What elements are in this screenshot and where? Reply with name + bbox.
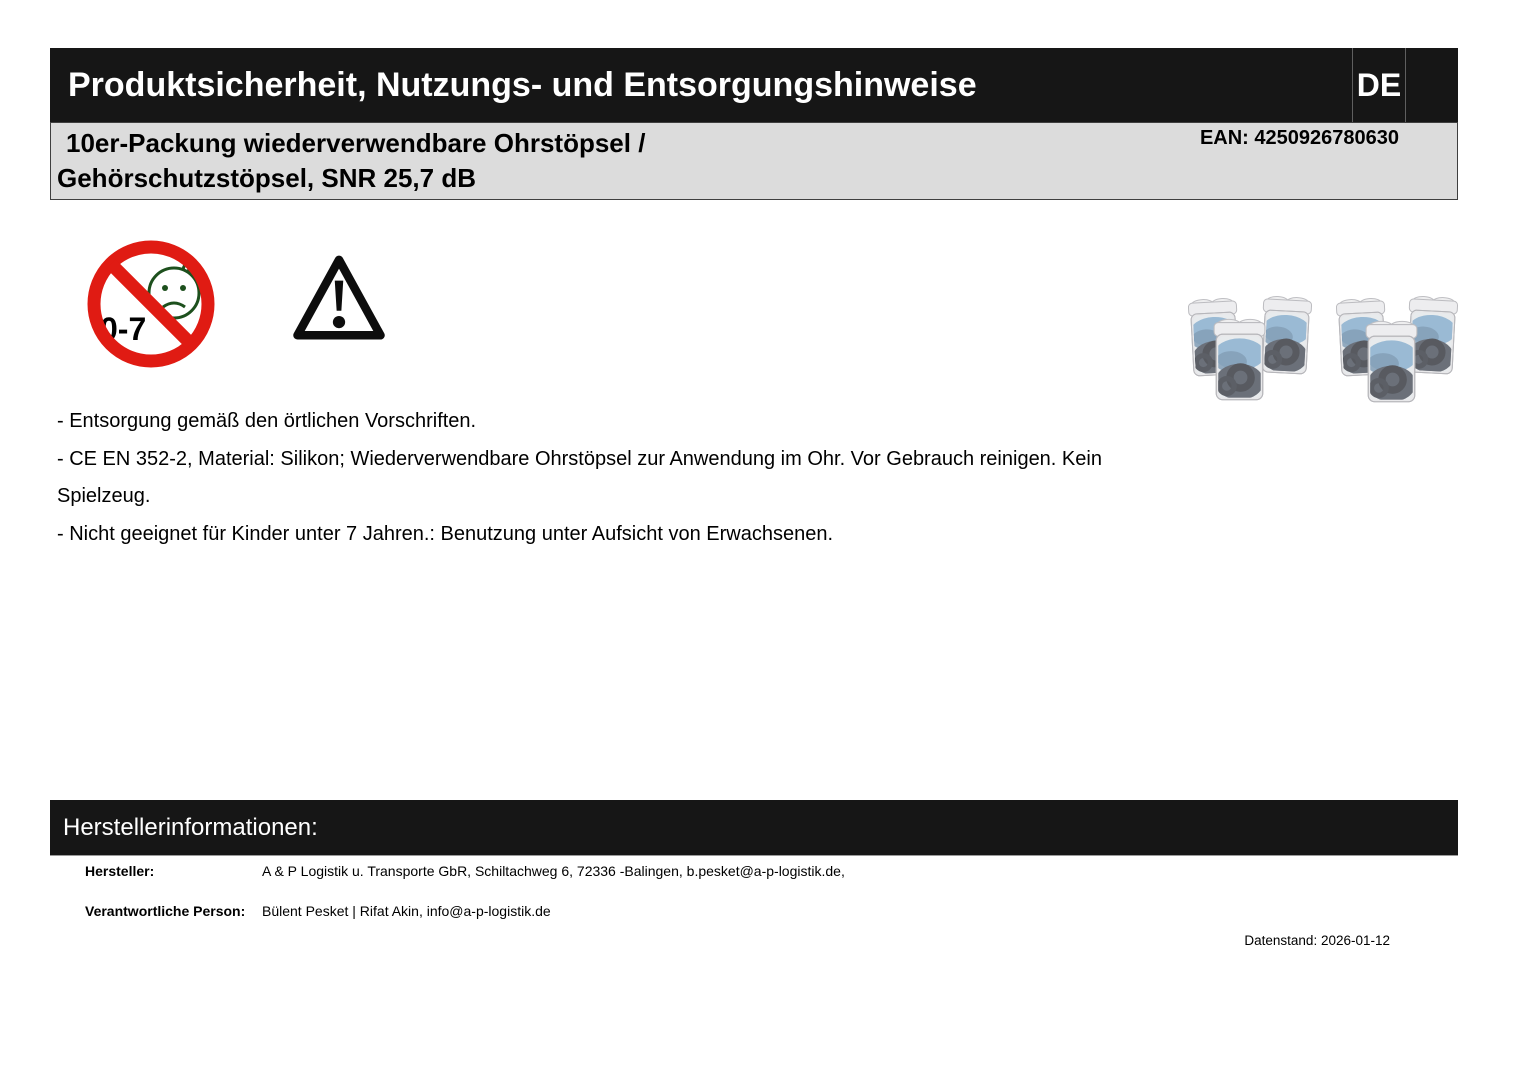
warning-triangle-icon xyxy=(289,249,389,348)
note-age-warning: - Nicht geeignet für Kinder unter 7 Jahren.: Benutzung unter Aufsicht von Erwachsenen. xyxy=(57,522,834,545)
safety-notes xyxy=(57,403,1107,553)
manufacturer-section-heading: Herstellerinformationen: xyxy=(63,814,318,841)
product-name xyxy=(57,126,645,196)
page-title: Produktsicherheit, Nutzungs- und Entsorgungshinweise xyxy=(68,66,977,104)
product-name-line1: 10er-Packung wiederverwendbare Ohrstöpsel / xyxy=(66,128,646,158)
manufacturer-section-bar xyxy=(50,800,1458,856)
age-range-label: 0-7 xyxy=(100,311,147,347)
manufacturer-label: Hersteller: xyxy=(85,863,155,879)
data-date: Datenstand: 2026-01-12 xyxy=(1244,933,1390,948)
no-children-0-7-icon xyxy=(80,234,222,374)
ean-code: EAN: 4250926780630 xyxy=(1199,127,1399,149)
earplug-containers-photo-right xyxy=(1336,292,1462,404)
language-badge: DE xyxy=(1352,48,1406,122)
note-disposal: - Entsorgung gemäß den örtlichen Vorschriften. xyxy=(57,410,477,432)
product-title-bar xyxy=(50,122,1458,200)
manufacturer-value: A & P Logistik u. Transporte GbR, Schiltachweg 6, 72336 -Balingen, b.pesket@a-p-logistik.de, xyxy=(262,863,845,879)
earplug-containers-photo-left xyxy=(1188,292,1316,404)
product-name-line2: Gehörschutzstöpsel, SNR 25,7 dB xyxy=(57,163,476,193)
responsible-person-value: Bülent Pesket | Rifat Akin, info@a-p-logistik.de xyxy=(262,903,551,919)
header-bar xyxy=(50,48,1458,122)
responsible-person-label: Verantwortliche Person: xyxy=(85,903,246,919)
note-material: - CE EN 352-2, Material: Silikon; Wiederverwendbare Ohrstöpsel zur Anwendung im Ohr. Vor Gebrauch reinigen. Kein Spielzeug. xyxy=(57,447,1102,507)
